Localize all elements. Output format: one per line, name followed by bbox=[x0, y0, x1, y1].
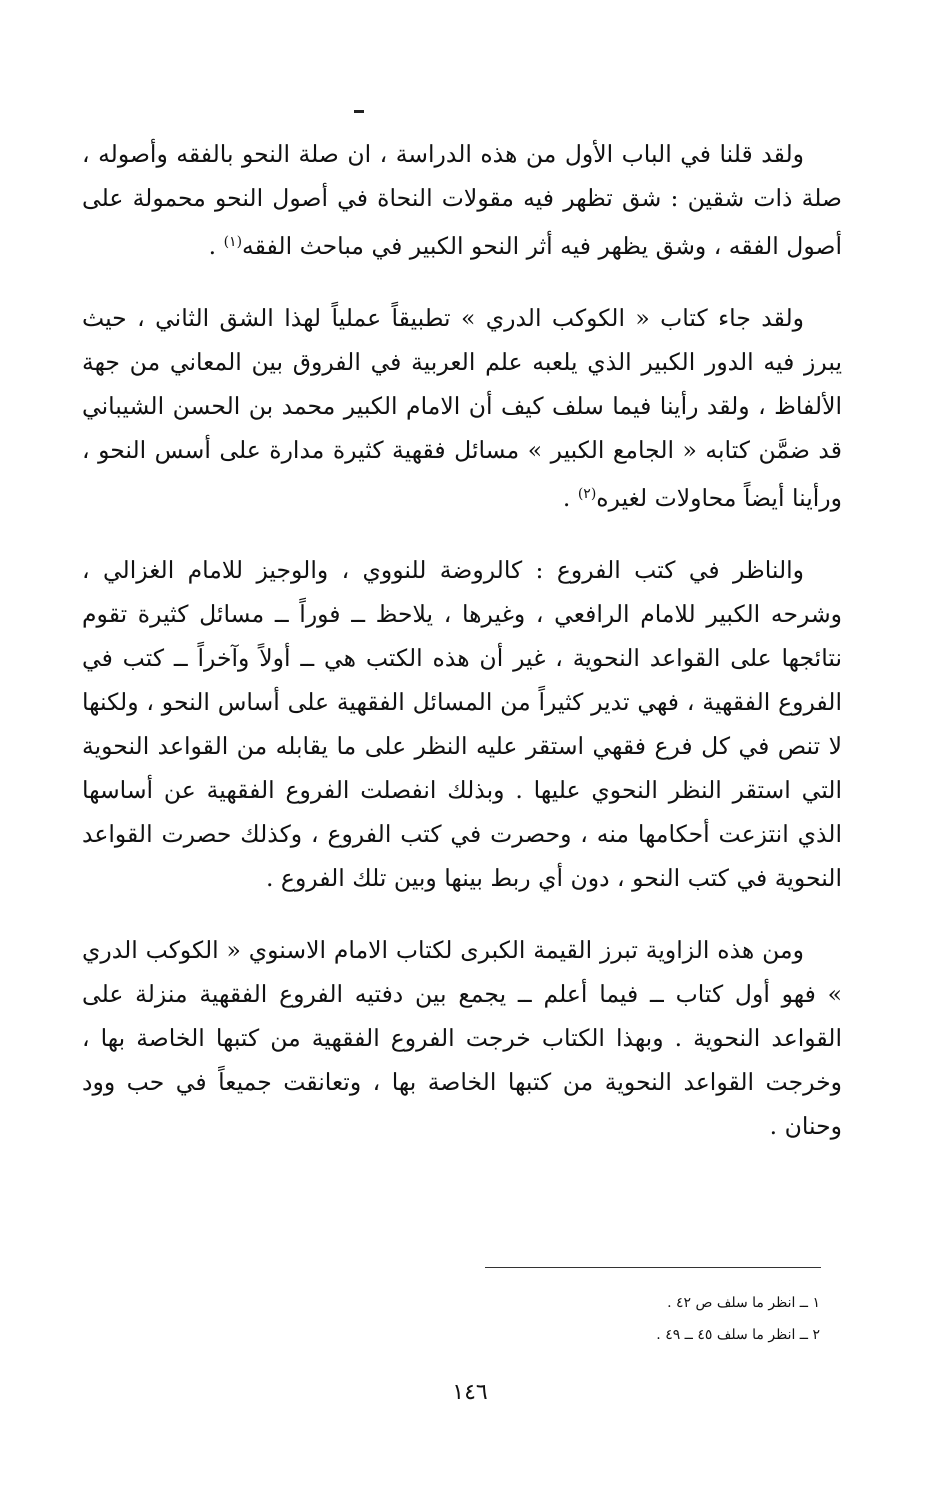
footnote-1: ١ ــ انظر ما سلف ص ٤٢ . bbox=[667, 1295, 820, 1311]
paragraph-2 bbox=[82, 296, 842, 520]
body-text bbox=[82, 132, 842, 1148]
paragraph-tail: . bbox=[562, 484, 578, 512]
paragraph-text: ولقد جاء كتاب « الكوكب الدري » تطبيقاً عملياً لهذا الشق الثاني ، حيث يبرز فيه الدور الكبير الذي يلعبه علم العربية في الفروق بين المعاني من جهة الألفاظ ، ولقد رأينا فيما سلف كيف أن الامام الكبير محمد بن الحسن الشيباني قد ضمَّن كتابه « الجامع الكبير » مسائل فقهية كثيرة مدارة على أسس النحو ، ورأينا أيضاً محاولات لغيره bbox=[82, 304, 842, 512]
paragraph-text: والناظر في كتب الفروع : كالروضة للنووي ، والوجيز للامام الغزالي ، وشرحه الكبير للامام الرافعي ، وغيرها ، يلاحظ ــ فوراً ــ مسائل كثيرة تقوم نتائجها على القواعد النحوية ، غير أن هذه الكتب هي ــ أولاً وآخراً ــ كتب في الفروع الفقهية ، فهي تدير كثيراً من المسائل الفقهية على أساس النحو ، ولكنها لا تنص في كل فرع فقهي استقر عليه النظر على ما يقابله من القواعد النحوية التي استقر النظر النحوي عليها . وبذلك انفصلت الفروع الفقهية عن أساسها الذي انتزعت أحكامها منه ، وحصرت في كتب الفروع ، وكذلك حصرت القواعد النحوية في كتب النحو ، دون أي ربط بينها وبين تلك الفروع . bbox=[82, 556, 842, 892]
page-number: ١٤٦ bbox=[452, 1380, 488, 1405]
paragraph-1 bbox=[82, 132, 842, 268]
paragraph-4 bbox=[82, 928, 842, 1148]
decorative-mark bbox=[354, 110, 364, 113]
paragraph-text: ولقد قلنا في الباب الأول من هذه الدراسة ، ان صلة النحو بالفقه وأصوله ، صلة ذات شقين : شق تظهر فيه مقولات النحاة في أصول النحو محمولة على أصول الفقه ، وشق يظهر فيه أثر النحو الكبير في مباحث الفقه bbox=[82, 140, 842, 260]
footnotes bbox=[560, 1287, 820, 1351]
footnote-ref[interactable]: (١) bbox=[223, 234, 243, 250]
paragraph-tail: . bbox=[208, 232, 224, 260]
footnote-ref[interactable]: (٢) bbox=[577, 486, 597, 502]
footnote-2: ٢ ــ انظر ما سلف ٤٥ ــ ٤٩ . bbox=[656, 1327, 820, 1343]
paragraph-3 bbox=[82, 548, 842, 900]
paragraph-text: ومن هذه الزاوية تبرز القيمة الكبرى لكتاب الامام الاسنوي « الكوكب الدري » فهو أول كتاب ــ فيما أعلم ــ يجمع بين دفتيه الفروع الفقهية منزلة على القواعد النحوية . وبهذا الكتاب خرجت الفروع الفقهية من كتبها الخاصة بها ، وخرجت القواعد النحوية من كتبها الخاصة بها ، وتعانقت جميعاً في حب وود وحنان . bbox=[82, 936, 842, 1140]
footnote-divider bbox=[485, 1267, 821, 1268]
